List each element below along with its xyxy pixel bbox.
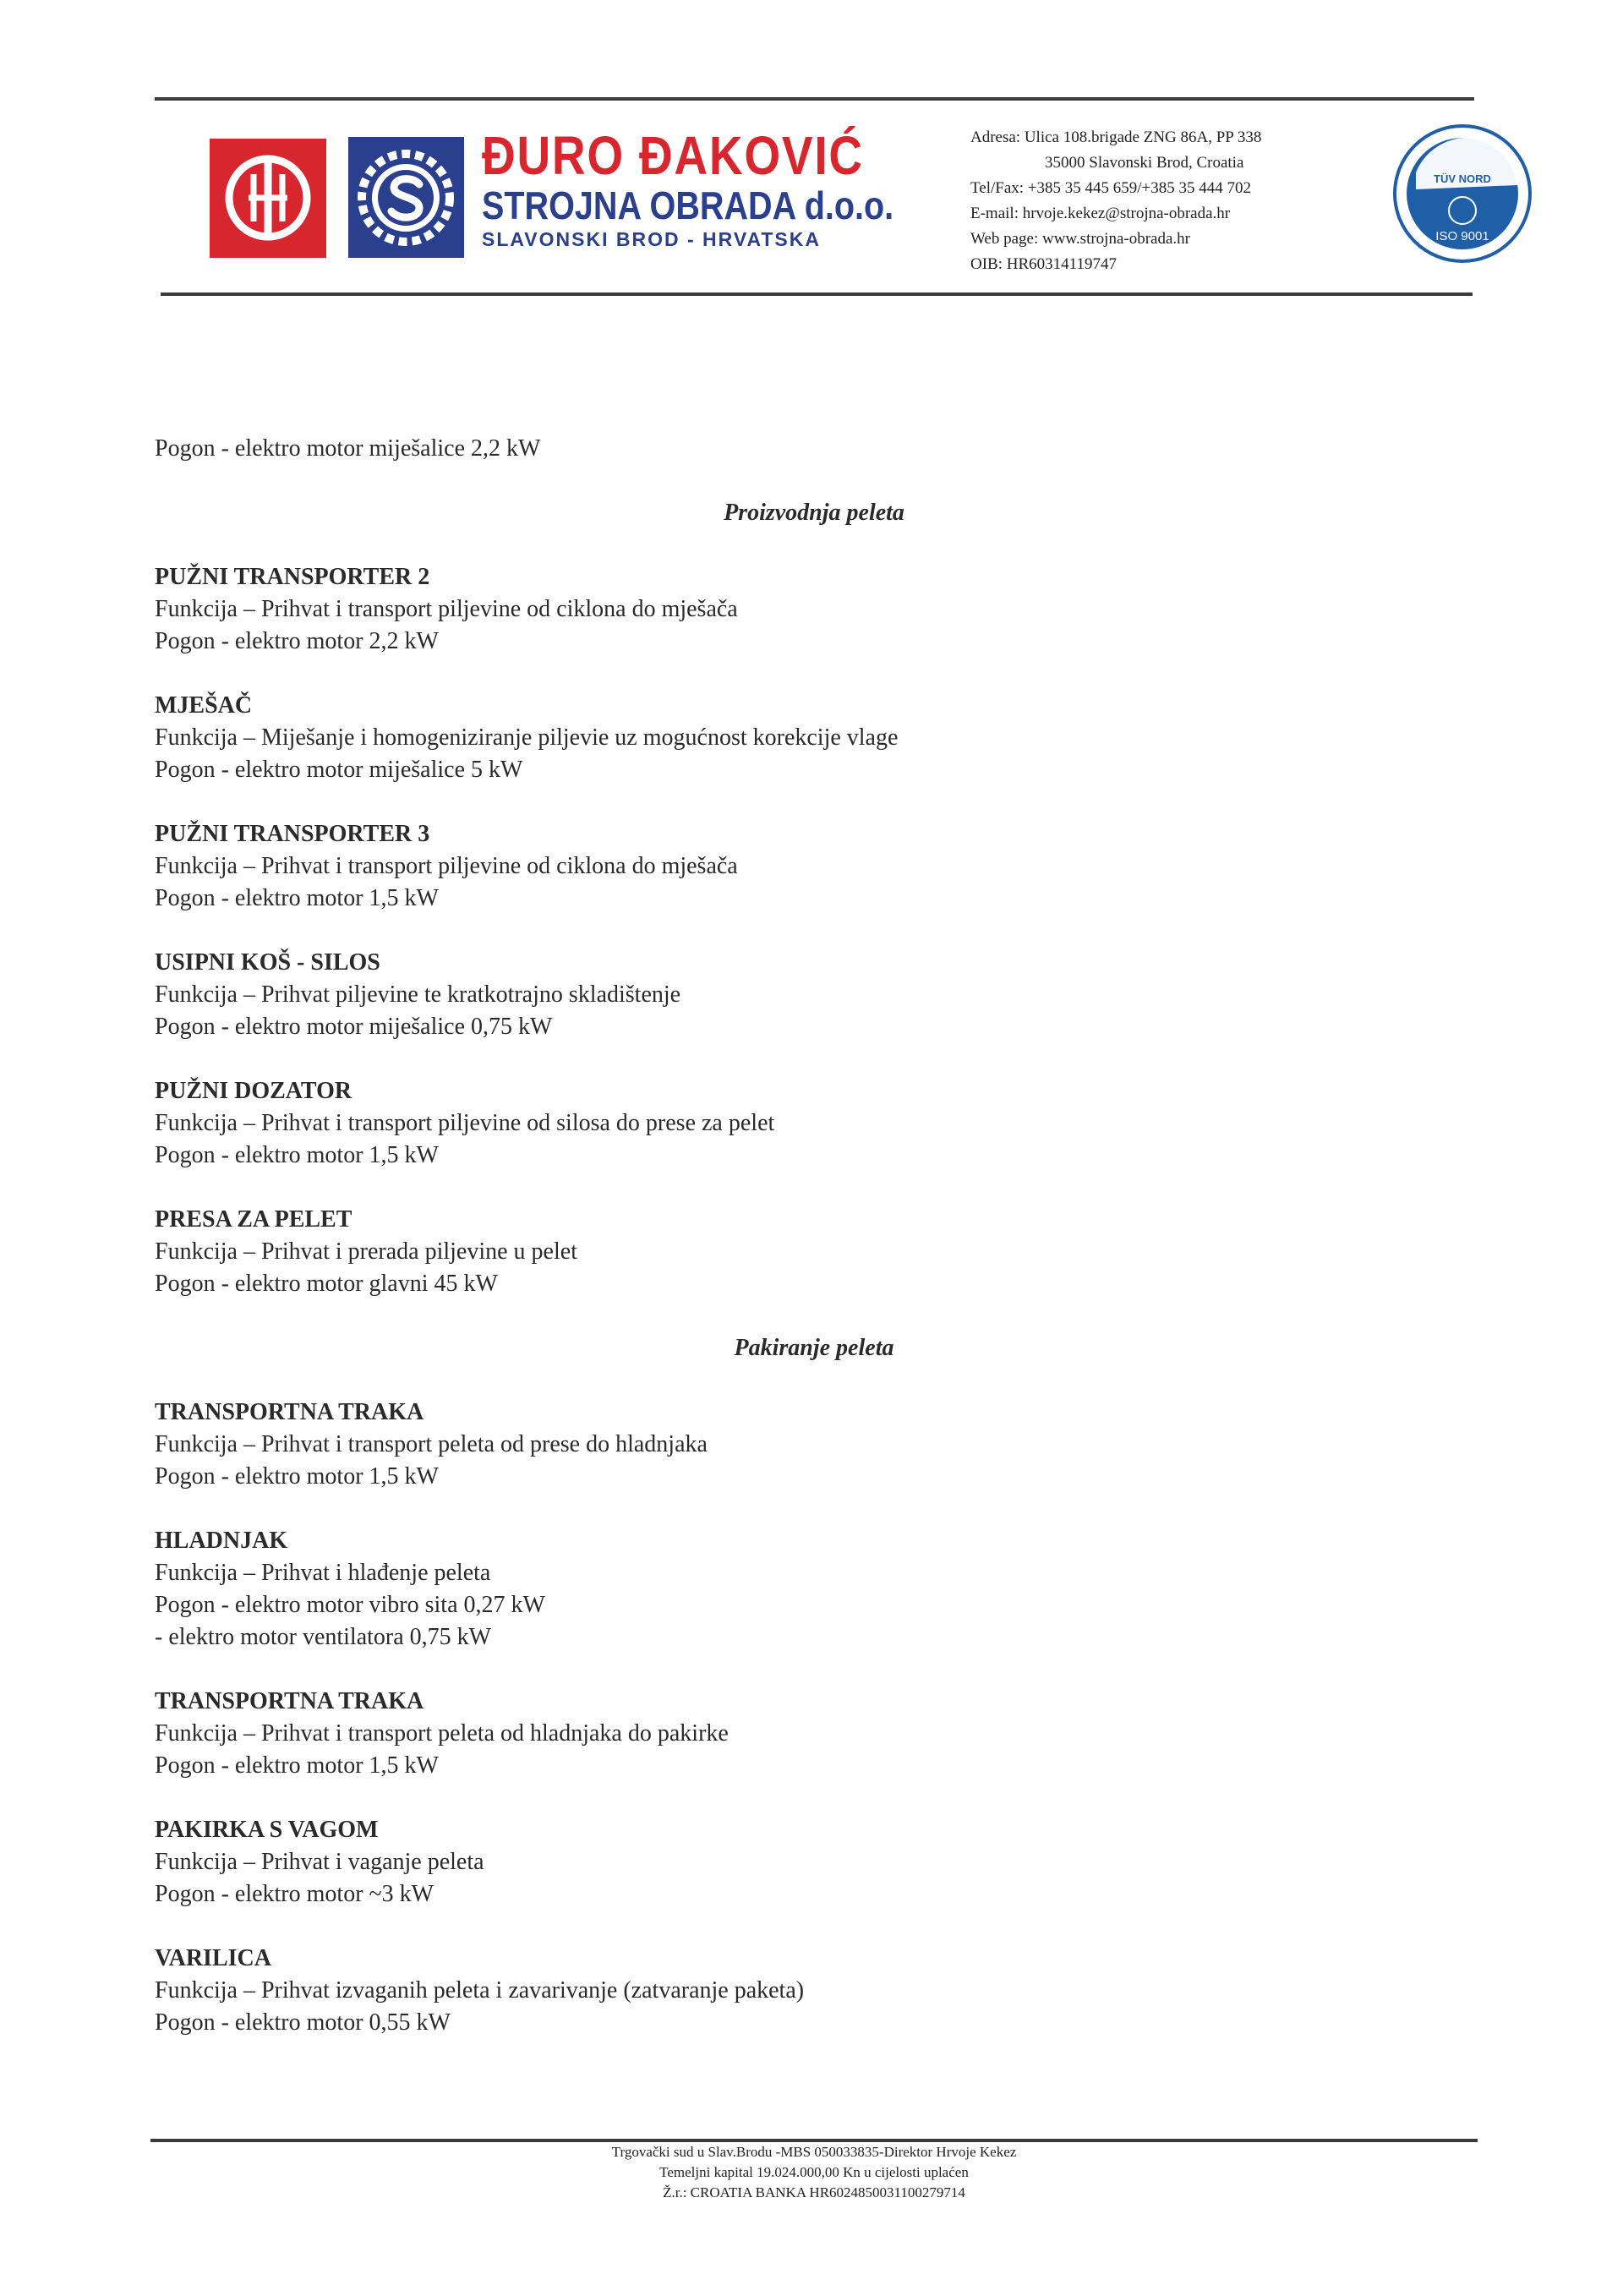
company-brand	[482, 125, 894, 271]
item-line: Funkcija – Prihvat i vaganje peleta	[155, 1849, 484, 1875]
item-line: Funkcija – Prihvat i transport piljevine od ciklona do mješača	[155, 853, 738, 879]
address-line: 35000 Slavonski Brod, Croatia	[1045, 154, 1244, 172]
tuv-iso-icon	[1391, 122, 1534, 265]
item-line: Funkcija – Prihvat i transport peleta od prese do hladnjaka	[155, 1431, 708, 1457]
oib-line: OIB: HR60314119747	[970, 255, 1117, 273]
item-title: PUŽNI TRANSPORTER 2	[155, 564, 430, 590]
production-item	[155, 818, 1423, 915]
brand-subtitle: STROJNA OBRADA d.o.o.	[482, 183, 894, 227]
cert-standard: ISO 9001	[1435, 229, 1489, 243]
production-item	[155, 690, 1423, 786]
section-title-packing: Pakiranje peleta	[734, 1335, 894, 1361]
item-line: Funkcija – Prihvat i transport peleta od hladnjaka do pakirke	[155, 1720, 729, 1747]
packing-item	[155, 1943, 1423, 2039]
item-line: Pogon - elektro motor 0,55 kW	[155, 2009, 451, 2036]
company-address	[970, 125, 1376, 277]
production-item	[155, 1075, 1423, 1172]
item-title: HLADNJAK	[155, 1528, 288, 1554]
item-line: Pogon - elektro motor 1,5 kW	[155, 885, 439, 911]
item-line: Pogon - elektro motor 2,2 kW	[155, 628, 439, 654]
item-line: Pogon - elektro motor vibro sita 0,27 kW	[155, 1592, 545, 1618]
dd-emblem-icon	[210, 139, 326, 258]
header-top-rule	[155, 97, 1474, 101]
production-item	[155, 1204, 1423, 1300]
item-line: Funkcija – Prihvat izvaganih peleta i zavarivanje (zatvaranje paketa)	[155, 1977, 805, 2004]
packing-item	[155, 1814, 1423, 1911]
brand-name: ĐURO ĐAKOVIĆ	[482, 125, 864, 186]
header-bottom-rule	[161, 292, 1473, 296]
item-line: Funkcija – Miješanje i homogeniziranje piljevie uz mogućnost korekcije vlage	[155, 724, 899, 751]
footer-line: Ž.r.: CROATIA BANKA HR6024850031100279714	[663, 2184, 965, 2200]
duro-dakovic-logo	[210, 139, 326, 258]
item-title: PAKIRKA S VAGOM	[155, 1817, 379, 1843]
production-item	[155, 947, 1423, 1043]
footer-line: Temeljni kapital 19.024.000,00 Kn u cijelosti uplaćen	[659, 2164, 969, 2180]
item-line: Pogon - elektro motor ~3 kW	[155, 1881, 434, 1907]
cert-brand: TÜV NORD	[1434, 172, 1491, 185]
item-line: Pogon - elektro motor 1,5 kW	[155, 1752, 439, 1779]
item-line: Pogon - elektro motor 1,5 kW	[155, 1463, 439, 1490]
item-line: Funkcija – Prihvat i prerada piljevine u pelet	[155, 1238, 577, 1265]
document-body	[155, 433, 1423, 2039]
item-line: Pogon - elektro motor miješalice 5 kW	[155, 757, 523, 783]
packing-item	[155, 1686, 1423, 1782]
item-title: PUŽNI TRANSPORTER 3	[155, 821, 430, 847]
footer-line: Trgovački sud u Slav.Brodu -MBS 050033835-Direktor Hrvoje Kekez	[611, 2144, 1017, 2160]
production-item	[155, 561, 1423, 658]
gear-s-icon	[348, 137, 464, 258]
item-title: MJEŠAČ	[155, 692, 253, 719]
item-line: Pogon - elektro motor miješalice 0,75 kW	[155, 1014, 553, 1040]
item-line: Pogon - elektro motor glavni 45 kW	[155, 1271, 498, 1297]
packing-item	[155, 1397, 1423, 1493]
item-line: Funkcija – Prihvat i transport piljevine od silosa do prese za pelet	[155, 1110, 775, 1136]
item-title: PRESA ZA PELET	[155, 1206, 352, 1233]
footer	[150, 2142, 1478, 2203]
address-line: Adresa: Ulica 108.brigade ZNG 86A, PP 338	[970, 128, 1262, 146]
item-title: TRANSPORTNA TRAKA	[155, 1688, 424, 1714]
strojna-obrada-logo	[348, 137, 464, 258]
section-title-production: Proizvodnja peleta	[724, 500, 904, 526]
item-title: VARILICA	[155, 1945, 271, 1971]
item-line: Funkcija – Prihvat i transport piljevine od ciklona do mješača	[155, 596, 738, 622]
packing-item	[155, 1525, 1423, 1654]
email-link[interactable]: E-mail: hrvoje.kekez@strojna-obrada.hr	[970, 205, 1231, 222]
item-line: Pogon - elektro motor 1,5 kW	[155, 1142, 439, 1168]
item-line: Funkcija – Prihvat i hlađenje peleta	[155, 1560, 491, 1586]
web-link[interactable]: Web page: www.strojna-obrada.hr	[970, 230, 1190, 248]
phone-line: Tel/Fax: +385 35 445 659/+385 35 444 702	[970, 179, 1252, 197]
item-title: PUŽNI DOZATOR	[155, 1078, 352, 1104]
item-title: USIPNI KOŠ - SILOS	[155, 949, 380, 976]
item-title: TRANSPORTNA TRAKA	[155, 1399, 424, 1425]
item-line: - elektro motor ventilatora 0,75 kW	[155, 1624, 492, 1650]
item-line: Funkcija – Prihvat piljevine te kratkotrajno skladištenje	[155, 981, 681, 1008]
brand-city: SLAVONSKI BROD - HRVATSKA	[482, 228, 821, 250]
iso-certification-badge	[1391, 122, 1534, 265]
intro-line: Pogon - elektro motor miješalice 2,2 kW	[155, 435, 541, 462]
